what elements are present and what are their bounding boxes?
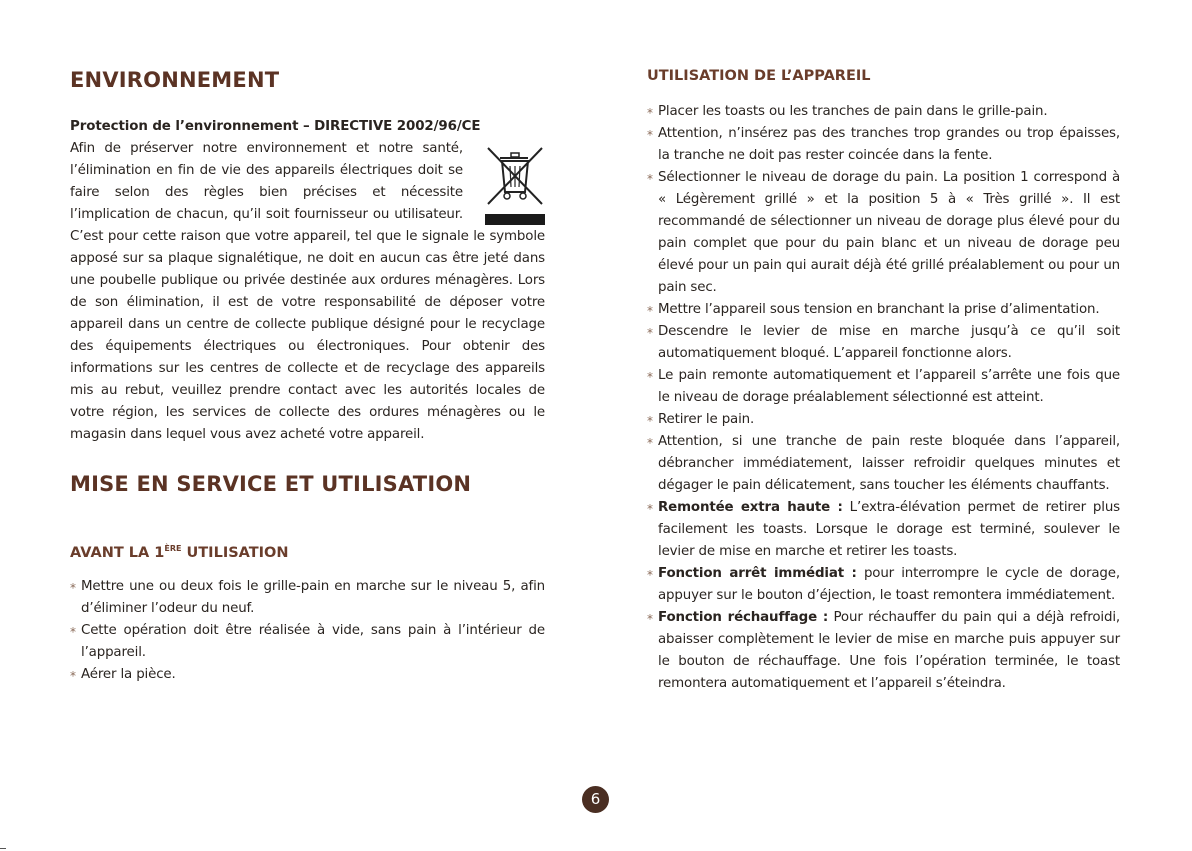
asterisk-bullet-icon: * [647, 304, 653, 318]
list-item [70, 620, 545, 664]
asterisk-bullet-icon: * [647, 106, 653, 120]
asterisk-bullet-icon: * [647, 612, 653, 626]
first-use-heading-pre: AVANT LA 1 [70, 545, 165, 561]
list-item-text: Cette opération doit être réalisée à vide, sans pain à l’intérieur de l’appareil. [81, 623, 545, 660]
list-item [647, 167, 1120, 299]
list-item-text: Aérer la pièce. [81, 667, 176, 682]
list-item-lead: Fonction réchauffage : [658, 610, 829, 625]
asterisk-bullet-icon: * [647, 172, 653, 186]
usage-heading: UTILISATION DE L’APPAREIL [647, 68, 871, 84]
asterisk-bullet-icon: * [70, 669, 76, 683]
asterisk-bullet-icon: * [647, 128, 653, 142]
list-item-lead: Remontée extra haute : [658, 500, 843, 515]
list-item-text: Mettre une ou deux fois le grille-pain en marche sur le niveau 5, afin d’éliminer l’odeur du neuf. [81, 579, 545, 616]
list-item [647, 123, 1120, 167]
list-item [70, 576, 545, 620]
environment-subheading: Protection de l’environnement – DIRECTIVE 2002/96/CE [70, 119, 481, 134]
usage-list [647, 101, 1120, 695]
list-item-text: Mettre l’appareil sous tension en branchant la prise d’alimentation. [658, 302, 1100, 317]
list-item [70, 664, 545, 686]
list-item-text: Pour réchauffer du pain qui a déjà refroidi, abaisser complètement le levier de mise en marche puis appuyer sur le bouton de réchauffage. Une fois l’opération terminée, le toast remontera automatiquement et l’appareil s’éteindra. [658, 610, 1120, 691]
asterisk-bullet-icon: * [647, 568, 653, 582]
list-item-lead: Fonction arrêt immédiat : [658, 566, 857, 581]
list-item-text: Le pain remonte automatiquement et l’appareil s’arrête une fois que le niveau de dorage préalablement sélectionné est atteint. [658, 368, 1120, 405]
list-item-text: Placer les toasts ou les tranches de pain dans le grille-pain. [658, 104, 1048, 119]
list-item [647, 299, 1120, 321]
list-item-text: Attention, si une tranche de pain reste bloquée dans l’appareil, débrancher immédiatement, laisser refroidir quelques minutes et dégager le pain délicatement, sans toucher les éléments chauffants. [658, 434, 1120, 493]
crop-mark [0, 848, 6, 849]
page-number-badge: 6 [582, 786, 609, 813]
asterisk-bullet-icon: * [647, 414, 653, 428]
list-item [647, 563, 1120, 607]
first-use-list [70, 576, 545, 686]
asterisk-bullet-icon: * [70, 625, 76, 639]
list-item-text: pour interrompre le cycle de dorage, appuyer sur le bouton d’éjection, le toast remontera immédiatement. [658, 566, 1120, 603]
first-use-heading-post: UTILISATION [181, 545, 289, 561]
asterisk-bullet-icon: * [647, 436, 653, 450]
asterisk-bullet-icon: * [70, 581, 76, 595]
list-item [647, 365, 1120, 409]
list-item-text: Retirer le pain. [658, 412, 755, 427]
environment-heading: ENVIRONNEMENT [70, 68, 280, 92]
list-item [647, 409, 1120, 431]
asterisk-bullet-icon: * [647, 502, 653, 516]
list-item [647, 431, 1120, 497]
service-heading: MISE EN SERVICE ET UTILISATION [70, 472, 472, 496]
list-item-text: Sélectionner le niveau de dorage du pain. La position 1 correspond à « Légèrement grillé » et la position 5 à « Très grillé ». Il est recommandé de sélectionner un niveau de dorage plus élevé pour du pain complet que pour du pain blanc et un niveau de dorage peu élevé pour un pain qui aurait déjà été grillé préalablement ou pour un pain sec. [658, 170, 1120, 295]
first-use-heading [70, 544, 289, 561]
asterisk-bullet-icon: * [647, 370, 653, 384]
environment-paragraph [70, 138, 545, 446]
list-item [647, 101, 1120, 123]
environment-paragraph-text: Afin de préserver notre environnement et notre santé, l’élimination en fin de vie des appareils électriques doit se faire selon des règles bien précises et nécessite l’implication de chacun, qu’il soit fournisseur ou utilisateur. C’est pour cette raison que votre appareil, tel que le signale le symbole apposé sur sa plaque signalétique, ne doit en aucun cas être jeté dans une poubelle publique ou privée destinée aux ordures ménagères. Lors de son élimination, il est de votre responsabilité de déposer votre appareil dans un centre de collecte publique désigné pour le recyclage des équipements électriques ou électroniques. Pour obtenir des informations sur les centres de collecte et de recyclage des appareils mis au rebut, veuillez prendre contact avec les autorités locales de votre région, les services de collecte des ordures ménagères ou le magasin dans lequel vous avez acheté votre appareil. [70, 141, 545, 442]
first-use-heading-sup: ÈRE [164, 544, 182, 553]
list-item [647, 321, 1120, 365]
asterisk-bullet-icon: * [647, 326, 653, 340]
list-item-text: Descendre le levier de mise en marche jusqu’à ce qu’il soit automatiquement bloqué. L’appareil fonctionne alors. [658, 324, 1120, 361]
list-item [647, 497, 1120, 563]
list-item-text: Attention, n’insérez pas des tranches trop grandes ou trop épaisses, la tranche ne doit pas rester coincée dans la fente. [658, 126, 1120, 163]
list-item [647, 607, 1120, 695]
list-item-text: L’extra-élévation permet de retirer plus facilement les toasts. Lorsque le dorage est terminé, soulever le levier de mise en marche et retirer les toasts. [658, 500, 1120, 559]
